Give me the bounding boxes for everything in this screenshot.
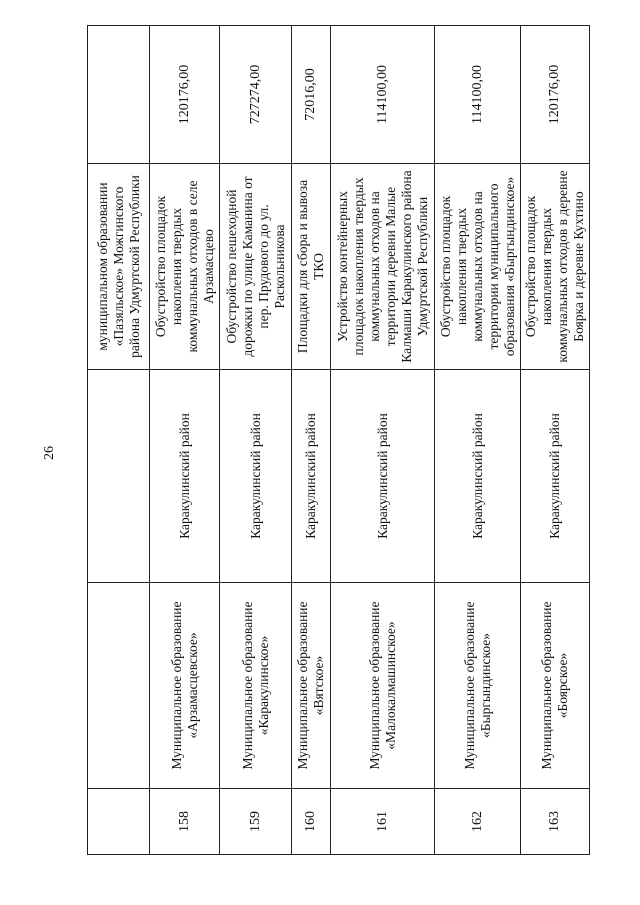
cell-number: 163	[521, 789, 590, 855]
table-row	[292, 26, 331, 855]
page-number: 26	[42, 446, 57, 460]
table-row-continuation	[88, 26, 150, 855]
cell-description: Обустройство площадок накопления твердых коммунальных отходов в селе Арзамасцево	[150, 164, 220, 370]
table-row	[220, 26, 292, 855]
cell-amount: 727274,00	[220, 26, 292, 164]
cell-district: Каракулинский район	[220, 370, 292, 583]
table-row	[435, 26, 521, 855]
cell-amount: 120176,00	[521, 26, 590, 164]
cell-municipality: Муниципальное образование «Арзамасцевское»	[150, 583, 220, 789]
cell-number	[88, 789, 150, 855]
cell-district	[88, 370, 150, 583]
cell-number: 158	[150, 789, 220, 855]
cell-district: Каракулинский район	[521, 370, 590, 583]
cell-number: 161	[331, 789, 435, 855]
cell-municipality	[88, 583, 150, 789]
cell-description: Площадки для сбора и вывоза ТКО	[292, 164, 331, 370]
cell-number: 160	[292, 789, 331, 855]
cell-district: Каракулинский район	[150, 370, 220, 583]
cell-amount: 120176,00	[150, 26, 220, 164]
cell-district: Каракулинский район	[435, 370, 521, 583]
cell-description: муниципальном образовании «Пазяльское» Можгинского района Удмуртской Республики	[88, 164, 150, 370]
cell-municipality: Муниципальное образование «Каракулинское»	[220, 583, 292, 789]
cell-amount	[88, 26, 150, 164]
cell-municipality: Муниципальное образование «Боярское»	[521, 583, 590, 789]
cell-number: 159	[220, 789, 292, 855]
table-row	[150, 26, 220, 855]
cell-amount: 72016,00	[292, 26, 331, 164]
cell-number: 162	[435, 789, 521, 855]
subsidy-table	[87, 25, 590, 855]
cell-municipality: Муниципальное образование «Малокалмашинское»	[331, 583, 435, 789]
cell-description: Обустройство площадок накопления твердых коммунальных отходов в деревне Боярка и деревне Кухтино	[521, 164, 590, 370]
cell-description: Устройство контейнерных площадок накопления твердых коммунальных отходов на территории деревни Малые Калмаши Каракулинского района Удмуртской Республики	[331, 164, 435, 370]
table-row	[331, 26, 435, 855]
cell-description: Обустройство пешеходной дорожки по улице Каманина от пер. Прудового до ул. Раскольникова	[220, 164, 292, 370]
cell-district: Каракулинский район	[331, 370, 435, 583]
cell-amount: 114100,00	[331, 26, 435, 164]
cell-amount: 114100,00	[435, 26, 521, 164]
cell-municipality: Муниципальное образование «Быргындинское»	[435, 583, 521, 789]
cell-description: Обустройство площадок накопления твердых коммунальных отходов на территории муниципального образования «Быргындинское»	[435, 164, 521, 370]
table-row	[521, 26, 590, 855]
document-table-area	[87, 26, 586, 855]
cell-municipality: Муниципальное образование «Вятское»	[292, 583, 331, 789]
cell-district: Каракулинский район	[292, 370, 331, 583]
